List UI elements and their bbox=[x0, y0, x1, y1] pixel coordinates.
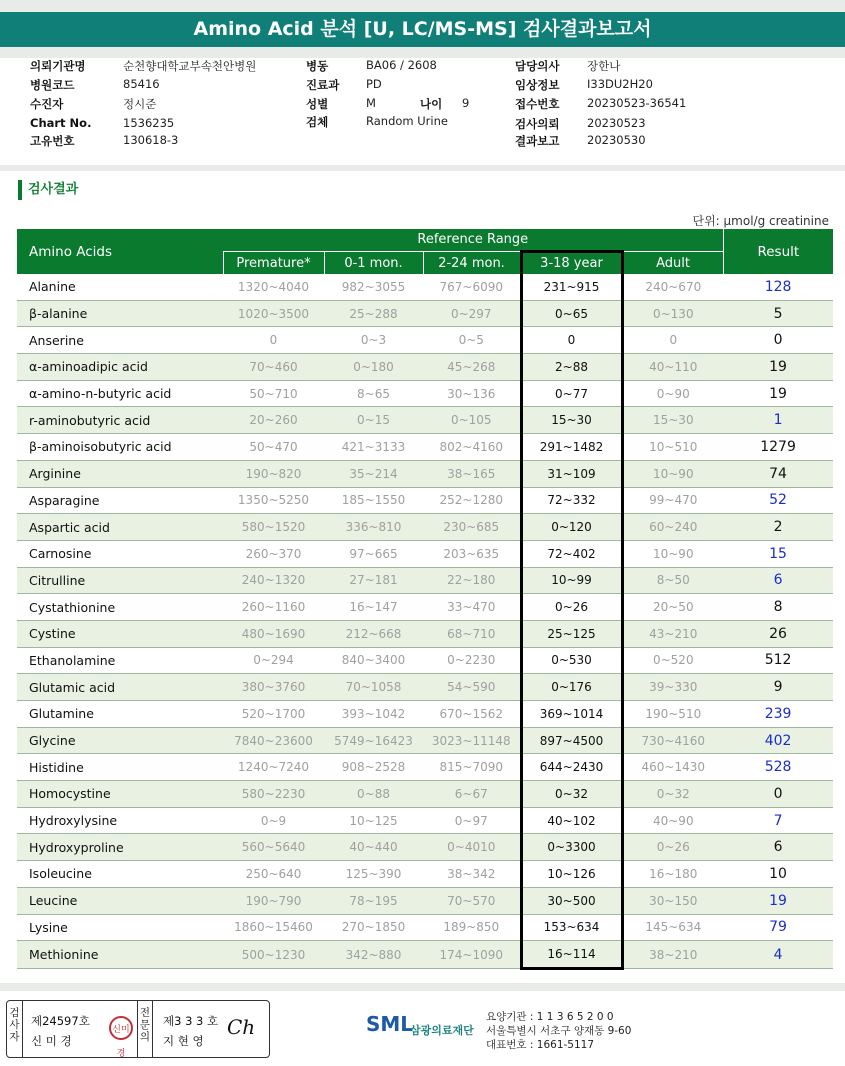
ref-premature: 1860~15460 bbox=[223, 914, 324, 941]
info-value: 1536235 bbox=[123, 116, 175, 130]
table-row bbox=[17, 727, 833, 754]
ref-premature: 7840~23600 bbox=[223, 727, 324, 754]
ref-2-24mon: 203~635 bbox=[423, 540, 521, 567]
table-row bbox=[17, 327, 833, 354]
ref-3-18year: 0~176 bbox=[521, 674, 622, 701]
table-row bbox=[17, 701, 833, 728]
age-value: 9 bbox=[462, 96, 470, 110]
table-row bbox=[17, 460, 833, 487]
ref-0-1mon: 393~1042 bbox=[324, 701, 423, 728]
ref-2-24mon: 6~67 bbox=[423, 781, 521, 808]
ref-0-1mon: 70~1058 bbox=[324, 674, 423, 701]
contact-info bbox=[486, 1010, 631, 1052]
info-label: 성별 bbox=[306, 97, 329, 111]
examiner-license: 제24597호 bbox=[31, 1014, 90, 1028]
ref-premature: 580~1520 bbox=[223, 514, 324, 541]
ref-adult: 38~210 bbox=[622, 941, 723, 969]
result-value: 512 bbox=[723, 647, 833, 674]
ref-adult: 730~4160 bbox=[622, 727, 723, 754]
table-row bbox=[17, 807, 833, 834]
ref-0-1mon: 421~3133 bbox=[324, 434, 423, 461]
result-value: 26 bbox=[723, 620, 833, 647]
result-value: 8 bbox=[723, 594, 833, 621]
table-row bbox=[17, 567, 833, 594]
result-value: 1279 bbox=[723, 434, 833, 461]
result-value: 0 bbox=[723, 327, 833, 354]
ref-2-24mon: 0~297 bbox=[423, 300, 521, 327]
amino-acid-name: Methionine bbox=[17, 941, 223, 969]
ref-3-18year: 0 bbox=[521, 327, 622, 354]
result-value: 19 bbox=[723, 380, 833, 407]
table-row bbox=[17, 674, 833, 701]
ref-adult: 0~520 bbox=[622, 647, 723, 674]
ref-premature: 50~710 bbox=[223, 380, 324, 407]
ref-premature: 260~1160 bbox=[223, 594, 324, 621]
table-row bbox=[17, 647, 833, 674]
seal-stamp-icon: 신미경 bbox=[109, 1016, 133, 1040]
ref-2-24mon: 815~7090 bbox=[423, 754, 521, 781]
ref-premature: 0~294 bbox=[223, 647, 324, 674]
ref-premature: 250~640 bbox=[223, 861, 324, 888]
result-value: 239 bbox=[723, 701, 833, 728]
ref-premature: 20~260 bbox=[223, 407, 324, 434]
ref-2-24mon: 174~1090 bbox=[423, 941, 521, 969]
ref-premature: 0~9 bbox=[223, 807, 324, 834]
ref-0-1mon: 35~214 bbox=[324, 460, 423, 487]
table-row bbox=[17, 434, 833, 461]
table-row bbox=[17, 620, 833, 647]
ref-3-18year: 897~4500 bbox=[521, 727, 622, 754]
info-label: 병동 bbox=[306, 59, 329, 73]
table-row bbox=[17, 754, 833, 781]
amino-acid-name: Hydroxyproline bbox=[17, 834, 223, 861]
info-value: I33DU2H20 bbox=[587, 77, 653, 91]
ref-premature: 480~1690 bbox=[223, 620, 324, 647]
ref-2-24mon: 252~1280 bbox=[423, 487, 521, 514]
ref-2-24mon: 33~470 bbox=[423, 594, 521, 621]
amino-acid-name: Carnosine bbox=[17, 540, 223, 567]
amino-acid-name: Histidine bbox=[17, 754, 223, 781]
ref-0-1mon: 0~3 bbox=[324, 327, 423, 354]
info-value: 20230523 bbox=[587, 116, 646, 130]
ref-adult: 145~634 bbox=[622, 914, 723, 941]
ref-premature: 70~460 bbox=[223, 354, 324, 381]
info-value: 정시준 bbox=[123, 97, 157, 111]
contact-line: 요양기관 : 1 1 3 6 5 2 0 0 bbox=[486, 1011, 614, 1023]
info-label: 결과보고 bbox=[515, 134, 560, 148]
ref-2-24mon: 230~685 bbox=[423, 514, 521, 541]
result-value: 5 bbox=[723, 300, 833, 327]
ref-adult: 99~470 bbox=[622, 487, 723, 514]
ref-premature: 380~3760 bbox=[223, 674, 324, 701]
table-row bbox=[17, 514, 833, 541]
ref-3-18year: 0~120 bbox=[521, 514, 622, 541]
ref-0-1mon: 8~65 bbox=[324, 380, 423, 407]
col-header-result: Result bbox=[723, 229, 833, 274]
ref-3-18year: 30~500 bbox=[521, 887, 622, 914]
table-row bbox=[17, 834, 833, 861]
table-body bbox=[17, 274, 833, 968]
ref-adult: 10~510 bbox=[622, 434, 723, 461]
ref-0-1mon: 27~181 bbox=[324, 567, 423, 594]
result-value: 6 bbox=[723, 834, 833, 861]
ref-2-24mon: 30~136 bbox=[423, 380, 521, 407]
ref-3-18year: 0~530 bbox=[521, 647, 622, 674]
ref-0-1mon: 212~668 bbox=[324, 620, 423, 647]
ref-3-18year: 72~332 bbox=[521, 487, 622, 514]
col-header-adult: Adult bbox=[622, 252, 723, 275]
section-title: 검사결과 bbox=[18, 180, 78, 200]
ref-3-18year: 0~77 bbox=[521, 380, 622, 407]
ref-premature: 1020~3500 bbox=[223, 300, 324, 327]
table-row bbox=[17, 300, 833, 327]
signature-box bbox=[6, 1000, 270, 1058]
examiner-label: 검사자 bbox=[7, 1001, 23, 1057]
ref-2-24mon: 0~105 bbox=[423, 407, 521, 434]
amino-acid-name: Citrulline bbox=[17, 567, 223, 594]
info-value: M bbox=[366, 96, 376, 110]
ref-3-18year: 0~3300 bbox=[521, 834, 622, 861]
info-value: 20230523-36541 bbox=[587, 96, 687, 110]
ref-2-24mon: 767~6090 bbox=[423, 274, 521, 300]
result-value: 10 bbox=[723, 861, 833, 888]
ref-adult: 30~150 bbox=[622, 887, 723, 914]
ref-3-18year: 10~99 bbox=[521, 567, 622, 594]
ref-0-1mon: 0~88 bbox=[324, 781, 423, 808]
ref-2-24mon: 3023~11148 bbox=[423, 727, 521, 754]
col-header-amino: Amino Acids bbox=[17, 229, 223, 274]
result-value: 4 bbox=[723, 941, 833, 969]
amino-acid-name: Isoleucine bbox=[17, 861, 223, 888]
ref-2-24mon: 45~268 bbox=[423, 354, 521, 381]
result-value: 1 bbox=[723, 407, 833, 434]
info-label: 수진자 bbox=[30, 97, 64, 111]
amino-acid-name: Glutamine bbox=[17, 701, 223, 728]
ref-3-18year: 369~1014 bbox=[521, 701, 622, 728]
ref-adult: 20~50 bbox=[622, 594, 723, 621]
ref-3-18year: 291~1482 bbox=[521, 434, 622, 461]
result-value: 74 bbox=[723, 460, 833, 487]
contact-line: 대표번호 : 1661-5117 bbox=[486, 1039, 595, 1051]
ref-2-24mon: 38~342 bbox=[423, 861, 521, 888]
ref-adult: 60~240 bbox=[622, 514, 723, 541]
col-header-reference: Reference Range bbox=[223, 229, 723, 252]
result-value: 9 bbox=[723, 674, 833, 701]
info-value: 20230530 bbox=[587, 133, 646, 147]
result-value: 0 bbox=[723, 781, 833, 808]
ref-3-18year: 25~125 bbox=[521, 620, 622, 647]
amino-acid-name: Aspartic acid bbox=[17, 514, 223, 541]
table-row bbox=[17, 380, 833, 407]
ref-adult: 0~130 bbox=[622, 300, 723, 327]
col-header-3-18year: 3-18 year bbox=[521, 252, 622, 275]
result-value: 128 bbox=[723, 274, 833, 300]
ref-3-18year: 16~114 bbox=[521, 941, 622, 969]
ref-0-1mon: 0~180 bbox=[324, 354, 423, 381]
info-label: 검사의뢰 bbox=[515, 117, 560, 131]
ref-adult: 0~26 bbox=[622, 834, 723, 861]
ref-0-1mon: 40~440 bbox=[324, 834, 423, 861]
result-value: 6 bbox=[723, 567, 833, 594]
specialist-name: 지 현 영 bbox=[163, 1034, 204, 1048]
info-value: Random Urine bbox=[366, 114, 448, 128]
ref-premature: 520~1700 bbox=[223, 701, 324, 728]
amino-acid-name: α-aminoadipic acid bbox=[17, 354, 223, 381]
ref-0-1mon: 5749~16423 bbox=[324, 727, 423, 754]
info-label: 담당의사 bbox=[515, 59, 560, 73]
ref-premature: 1320~4040 bbox=[223, 274, 324, 300]
ref-0-1mon: 270~1850 bbox=[324, 914, 423, 941]
logo-mark: SML bbox=[366, 1012, 414, 1036]
unit-label: 단위: μmol/g creatinine bbox=[692, 214, 829, 228]
ref-3-18year: 153~634 bbox=[521, 914, 622, 941]
ref-2-24mon: 22~180 bbox=[423, 567, 521, 594]
ref-2-24mon: 670~1562 bbox=[423, 701, 521, 728]
result-value: 19 bbox=[723, 887, 833, 914]
table-row bbox=[17, 354, 833, 381]
col-header-0-1mon: 0-1 mon. bbox=[324, 252, 423, 275]
ref-adult: 460~1430 bbox=[622, 754, 723, 781]
ref-0-1mon: 185~1550 bbox=[324, 487, 423, 514]
info-value: 130618-3 bbox=[123, 133, 179, 147]
report-title: Amino Acid 분석 [U, LC/MS-MS] 검사결과보고서 bbox=[0, 12, 845, 47]
amino-acid-name: Hydroxylysine bbox=[17, 807, 223, 834]
ref-2-24mon: 802~4160 bbox=[423, 434, 521, 461]
amino-acid-name: α-amino-n-butyric acid bbox=[17, 380, 223, 407]
ref-3-18year: 72~402 bbox=[521, 540, 622, 567]
amino-acid-name: Asparagine bbox=[17, 487, 223, 514]
info-label: 의뢰기관명 bbox=[30, 59, 86, 73]
age-label: 나이 bbox=[420, 97, 443, 111]
result-value: 79 bbox=[723, 914, 833, 941]
info-value: 순천향대학교부속천안병원 bbox=[123, 59, 257, 73]
ref-adult: 16~180 bbox=[622, 861, 723, 888]
org-name: 삼광의료재단 bbox=[410, 1024, 474, 1037]
ref-2-24mon: 70~570 bbox=[423, 887, 521, 914]
table-row bbox=[17, 781, 833, 808]
ref-0-1mon: 10~125 bbox=[324, 807, 423, 834]
result-value: 15 bbox=[723, 540, 833, 567]
ref-2-24mon: 0~4010 bbox=[423, 834, 521, 861]
ref-3-18year: 0~65 bbox=[521, 300, 622, 327]
ref-adult: 39~330 bbox=[622, 674, 723, 701]
ref-adult: 40~90 bbox=[622, 807, 723, 834]
ref-0-1mon: 25~288 bbox=[324, 300, 423, 327]
table-row bbox=[17, 407, 833, 434]
result-value: 52 bbox=[723, 487, 833, 514]
ref-0-1mon: 336~810 bbox=[324, 514, 423, 541]
amino-acid-name: r-aminobutyric acid bbox=[17, 407, 223, 434]
table-row bbox=[17, 487, 833, 514]
ref-3-18year: 2~88 bbox=[521, 354, 622, 381]
amino-acid-name: Leucine bbox=[17, 887, 223, 914]
footer-divider bbox=[0, 983, 845, 991]
table-row bbox=[17, 941, 833, 969]
ref-3-18year: 15~30 bbox=[521, 407, 622, 434]
ref-3-18year: 231~915 bbox=[521, 274, 622, 300]
ref-3-18year: 644~2430 bbox=[521, 754, 622, 781]
ref-0-1mon: 97~665 bbox=[324, 540, 423, 567]
ref-3-18year: 0~32 bbox=[521, 781, 622, 808]
info-label: 접수번호 bbox=[515, 97, 560, 111]
ref-3-18year: 31~109 bbox=[521, 460, 622, 487]
ref-0-1mon: 125~390 bbox=[324, 861, 423, 888]
info-label: 진료과 bbox=[306, 78, 340, 92]
ref-0-1mon: 908~2528 bbox=[324, 754, 423, 781]
table-row bbox=[17, 594, 833, 621]
ref-2-24mon: 68~710 bbox=[423, 620, 521, 647]
ref-adult: 10~90 bbox=[622, 460, 723, 487]
ref-premature: 190~820 bbox=[223, 460, 324, 487]
info-value: 장한나 bbox=[587, 59, 621, 73]
specialist-label: 전문의 bbox=[137, 1001, 153, 1057]
info-label: 검체 bbox=[306, 115, 329, 129]
amino-acid-name: Homocystine bbox=[17, 781, 223, 808]
ref-0-1mon: 840~3400 bbox=[324, 647, 423, 674]
result-value: 7 bbox=[723, 807, 833, 834]
ref-premature: 260~370 bbox=[223, 540, 324, 567]
ref-2-24mon: 189~850 bbox=[423, 914, 521, 941]
info-value: BA06 / 2608 bbox=[366, 58, 437, 72]
ref-adult: 0~90 bbox=[622, 380, 723, 407]
table-row bbox=[17, 887, 833, 914]
ref-premature: 240~1320 bbox=[223, 567, 324, 594]
info-label: 병원코드 bbox=[30, 78, 75, 92]
ref-0-1mon: 78~195 bbox=[324, 887, 423, 914]
amino-acid-name: Arginine bbox=[17, 460, 223, 487]
ref-0-1mon: 982~3055 bbox=[324, 274, 423, 300]
contact-line: 서울특별시 서초구 양재동 9-60 bbox=[486, 1025, 632, 1037]
info-label: Chart No. bbox=[30, 116, 92, 130]
amino-acid-name: Ethanolamine bbox=[17, 647, 223, 674]
col-header-2-24mon: 2-24 mon. bbox=[423, 252, 521, 275]
ref-2-24mon: 0~97 bbox=[423, 807, 521, 834]
ref-premature: 0 bbox=[223, 327, 324, 354]
signature-icon: Ch bbox=[227, 1015, 256, 1039]
ref-0-1mon: 0~15 bbox=[324, 407, 423, 434]
ref-3-18year: 40~102 bbox=[521, 807, 622, 834]
ref-2-24mon: 54~590 bbox=[423, 674, 521, 701]
ref-3-18year: 10~126 bbox=[521, 861, 622, 888]
table-row bbox=[17, 274, 833, 300]
amino-acid-name: Cystine bbox=[17, 620, 223, 647]
ref-adult: 0 bbox=[622, 327, 723, 354]
info-value: PD bbox=[366, 77, 382, 91]
ref-premature: 190~790 bbox=[223, 887, 324, 914]
ref-adult: 240~670 bbox=[622, 274, 723, 300]
ref-adult: 40~110 bbox=[622, 354, 723, 381]
amino-acid-name: Glutamic acid bbox=[17, 674, 223, 701]
ref-adult: 8~50 bbox=[622, 567, 723, 594]
info-label: 고유번호 bbox=[30, 134, 75, 148]
info-label: 임상정보 bbox=[515, 78, 560, 92]
ref-adult: 43~210 bbox=[622, 620, 723, 647]
amino-acid-name: β-alanine bbox=[17, 300, 223, 327]
amino-acid-name: Lysine bbox=[17, 914, 223, 941]
results-table bbox=[17, 229, 833, 970]
ref-premature: 560~5640 bbox=[223, 834, 324, 861]
ref-2-24mon: 38~165 bbox=[423, 460, 521, 487]
ref-premature: 500~1230 bbox=[223, 941, 324, 969]
ref-0-1mon: 342~880 bbox=[324, 941, 423, 969]
ref-0-1mon: 16~147 bbox=[324, 594, 423, 621]
table-row bbox=[17, 861, 833, 888]
result-value: 402 bbox=[723, 727, 833, 754]
result-value: 528 bbox=[723, 754, 833, 781]
ref-premature: 1350~5250 bbox=[223, 487, 324, 514]
ref-adult: 15~30 bbox=[622, 407, 723, 434]
amino-acid-name: Alanine bbox=[17, 274, 223, 300]
ref-premature: 580~2230 bbox=[223, 781, 324, 808]
amino-acid-name: β-aminoisobutyric acid bbox=[17, 434, 223, 461]
amino-acid-name: Anserine bbox=[17, 327, 223, 354]
amino-acid-name: Cystathionine bbox=[17, 594, 223, 621]
result-value: 19 bbox=[723, 354, 833, 381]
table-row bbox=[17, 540, 833, 567]
ref-adult: 190~510 bbox=[622, 701, 723, 728]
ref-adult: 0~32 bbox=[622, 781, 723, 808]
info-value: 85416 bbox=[123, 77, 160, 91]
divider bbox=[0, 165, 845, 171]
amino-acid-name: Glycine bbox=[17, 727, 223, 754]
patient-info bbox=[0, 56, 845, 156]
table-row bbox=[17, 914, 833, 941]
ref-premature: 50~470 bbox=[223, 434, 324, 461]
specialist-license: 제3 3 3 호 bbox=[163, 1014, 219, 1028]
ref-premature: 1240~7240 bbox=[223, 754, 324, 781]
sml-logo bbox=[366, 1010, 486, 1050]
result-value: 2 bbox=[723, 514, 833, 541]
col-header-premature: Premature* bbox=[223, 252, 324, 275]
ref-3-18year: 0~26 bbox=[521, 594, 622, 621]
ref-2-24mon: 0~2230 bbox=[423, 647, 521, 674]
examiner-name: 신 미 경 bbox=[31, 1034, 72, 1048]
ref-2-24mon: 0~5 bbox=[423, 327, 521, 354]
ref-adult: 10~90 bbox=[622, 540, 723, 567]
